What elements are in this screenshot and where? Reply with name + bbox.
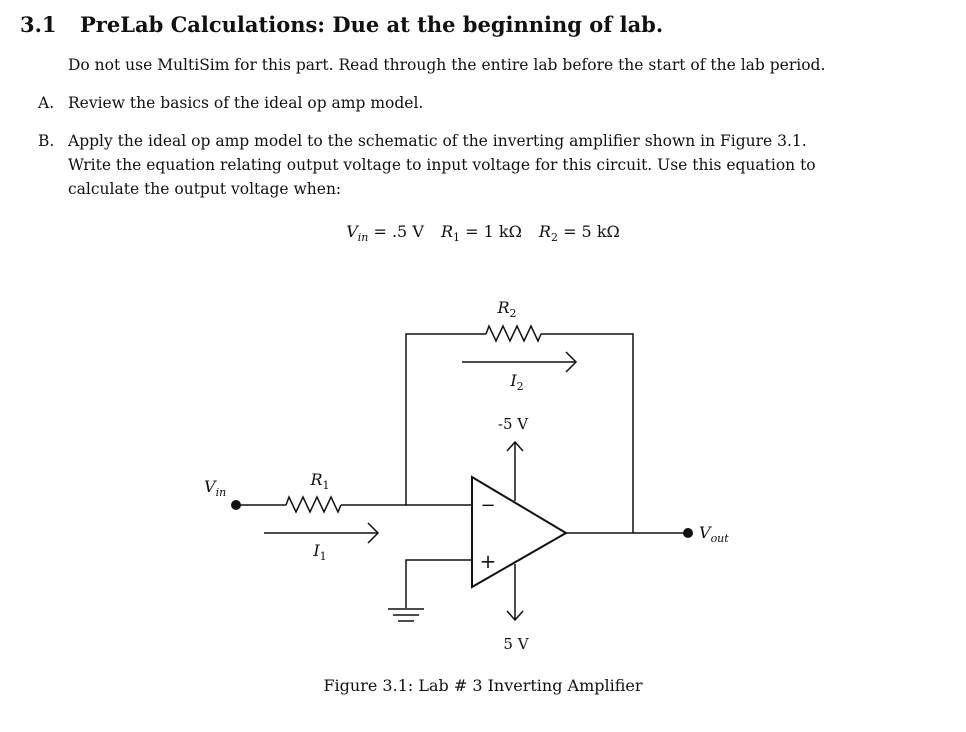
pos-supply-label: 5 V (503, 635, 529, 653)
feedback-wire-right (541, 334, 633, 533)
noninverting-input-sign: + (479, 549, 497, 573)
r2-resistor-icon (486, 326, 541, 341)
i1-label: $I_1$ (313, 541, 327, 563)
vin-value: $V_{in} = .5$ V (346, 222, 424, 245)
list-item-label: A. (38, 94, 55, 112)
list-item-label: B. (38, 132, 55, 150)
figure-caption: Figure 3.1: Lab # 3 Inverting Amplifier (323, 676, 643, 695)
vout-label: $V_{out}$ (699, 523, 729, 545)
inverting-input-sign: − (480, 495, 496, 516)
vout-terminal-icon (683, 528, 693, 538)
list-item-text-line-1: Apply the ideal op amp model to the schematic of the inverting amplifier shown in Figure 3.1. (68, 132, 807, 150)
r1-value: $R_1 = 1$ kΩ (440, 222, 522, 245)
vin-terminal-icon (231, 500, 241, 510)
r2-label: $R_2$ (497, 298, 517, 320)
list-item-text-line-2: Write the equation relating output voltage to input voltage for this circuit. Use this equation to (68, 156, 816, 174)
intro-paragraph: Do not use MultiSim for this part. Read through the entire lab before the start of the lab period. (68, 56, 826, 74)
vin-label: $V_{in}$ (204, 477, 227, 499)
section-number: 3.1 (20, 12, 57, 37)
list-item-text: Review the basics of the ideal op amp model. (68, 94, 424, 112)
i2-label: $I_2$ (510, 371, 524, 393)
noninverting-input-wire (406, 560, 473, 608)
r2-value: $R_2 = 5$ kΩ (538, 222, 620, 245)
r1-label: $R_1$ (310, 470, 330, 492)
list-item-text-line-3: calculate the output voltage when: (68, 180, 342, 198)
r1-resistor-icon (286, 497, 341, 512)
neg-supply-label: -5 V (497, 415, 529, 433)
section-title: PreLab Calculations: Due at the beginning of lab. (80, 12, 664, 37)
